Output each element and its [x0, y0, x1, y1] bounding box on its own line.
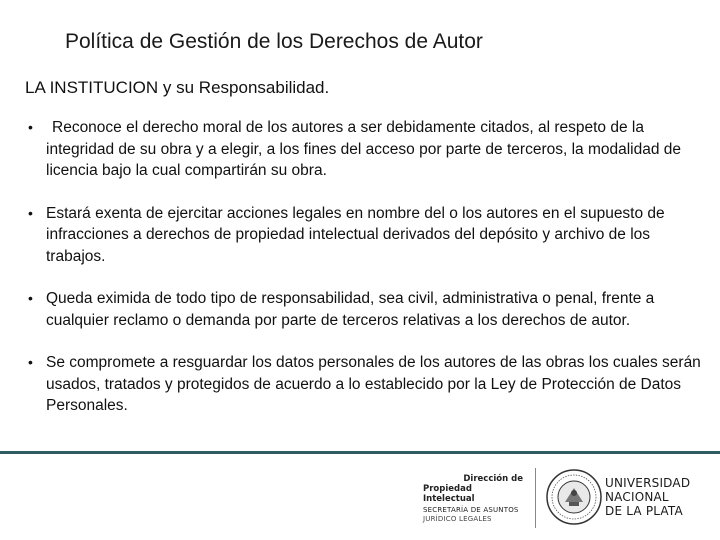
dept-logo-text	[423, 474, 523, 524]
university-name	[605, 476, 690, 518]
dept-line: Propiedad Intelectual	[423, 484, 475, 504]
bullet-item	[28, 203, 708, 268]
section-subtitle: LA INSTITUCION y su Responsabilidad.	[25, 78, 330, 97]
bullet-list	[28, 117, 708, 438]
university-seal-icon	[545, 468, 603, 526]
bullet-text: Queda eximida de todo tipo de responsabilidad, sea civil, administrativa o penal, frente a cualquier reclamo o demanda por parte de terceros relativas a los derechos de autor.	[46, 290, 655, 329]
bullet-text: Reconoce el derecho moral de los autores a ser debidamente citados, al respeto de la integridad de su obra y a elegir, a los fines del acceso por parte de terceros, la modalidad de licencia bajo la cual compartirán su obra.	[46, 119, 682, 179]
dept-line: JURÍDICO LEGALES	[423, 515, 492, 523]
bullet-marker: •	[28, 119, 33, 135]
university-line: UNIVERSIDAD	[605, 476, 691, 490]
footer	[0, 454, 720, 540]
slide-title: Política de Gestión de los Derechos de Autor	[65, 30, 483, 53]
bullet-marker: •	[28, 204, 33, 221]
dept-line: SECRETARÍA DE ASUNTOS	[423, 506, 519, 514]
university-line: NACIONAL	[605, 490, 669, 504]
bullet-marker: •	[28, 290, 33, 306]
university-line: DE LA PLATA	[605, 504, 683, 518]
bullet-item	[28, 117, 708, 182]
bullet-text: Se compromete a resguardar los datos personales de los autores de las obras los cuales serán usados, tratados y protegidos de acuerdo a lo establecido por la Ley de Protección de Datos Personales.	[46, 354, 701, 414]
dept-line: Dirección de	[463, 474, 523, 484]
logo-separator	[535, 468, 536, 528]
bullet-item	[28, 352, 708, 417]
bullet-text: Estará exenta de ejercitar acciones legales en nombre del o los autores en el supuesto de infracciones a derechos de propiedad intelectual derivados del depósito y archivo de los trabajos.	[46, 204, 665, 265]
bullet-item	[28, 288, 708, 331]
bullet-marker: •	[28, 354, 33, 370]
